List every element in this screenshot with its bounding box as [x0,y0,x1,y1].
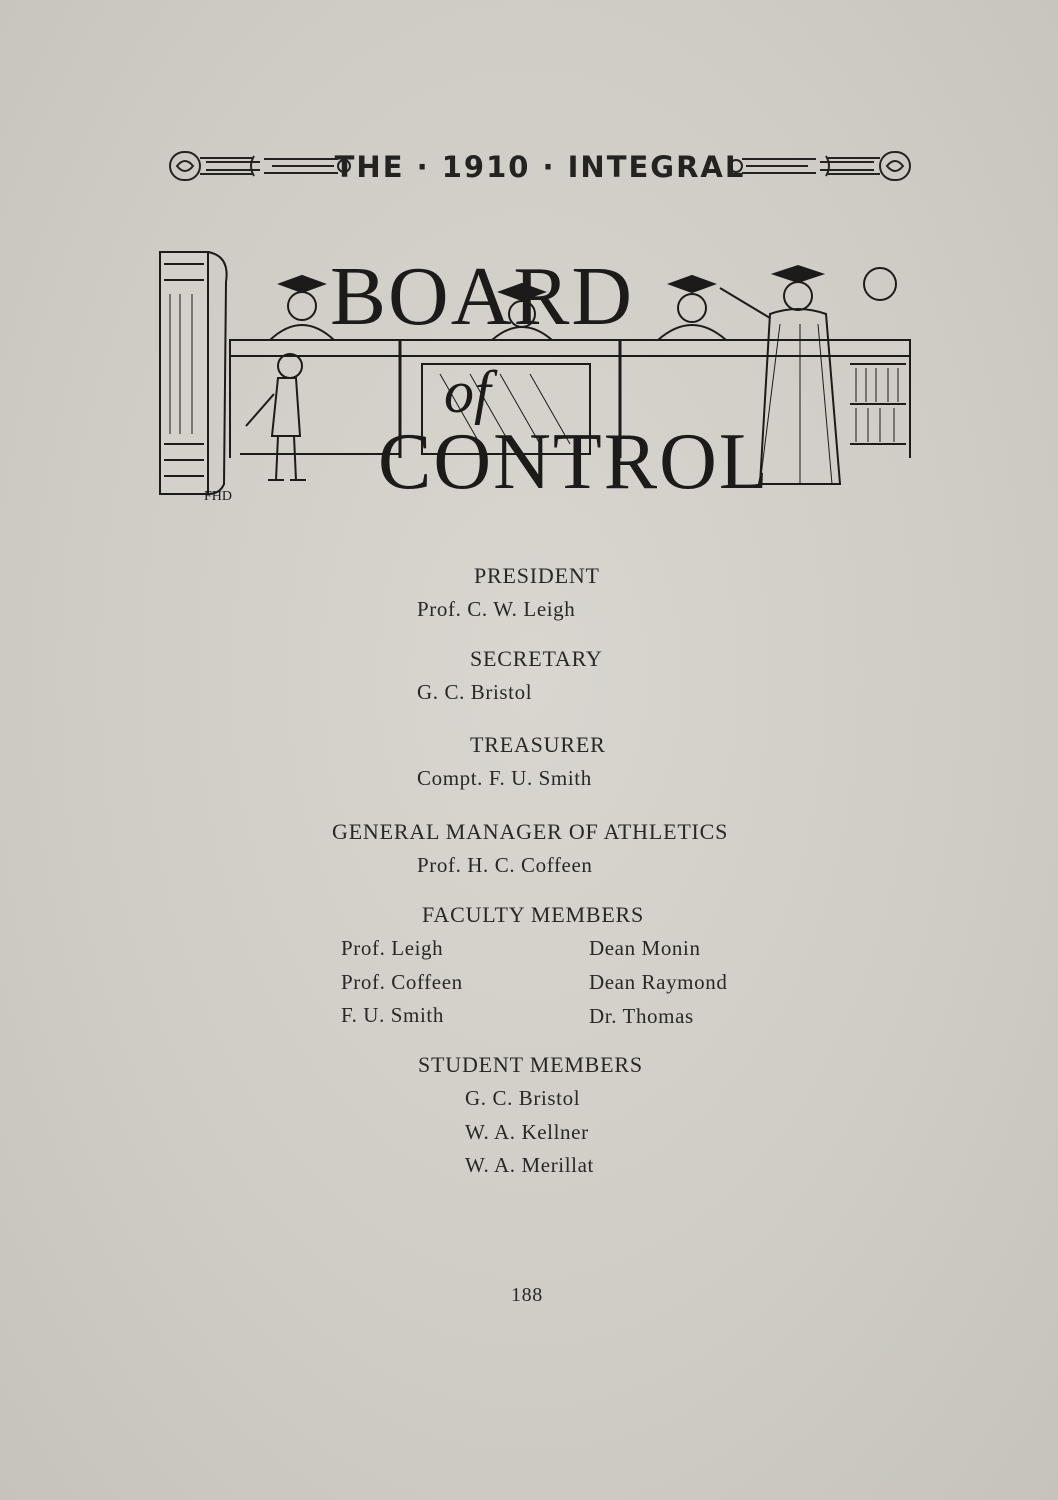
book-spine-icon [160,252,227,494]
faculty-member: F. U. Smith [341,1003,444,1027]
title-word-control: CONTROL [378,418,770,506]
faculty-member: Prof. Coffeen [341,970,463,994]
running-header [168,146,912,188]
boy-figure-icon [246,354,306,480]
header-title: THE · 1910 · INTEGRAL [334,150,746,184]
athletics-heading: GENERAL MANAGER OF ATHLETICS [332,819,729,844]
faculty-member: Prof. Leigh [341,936,444,960]
treasurer-heading: TREASURER [470,732,606,757]
secretary-name: G. C. Bristol [417,680,533,704]
title-word-of: of [444,359,491,425]
president-name: Prof. C. W. Leigh [417,597,576,621]
president-heading: PRESIDENT [474,563,600,588]
artist-monogram: FHD [204,489,233,504]
faculty-heading: FACULTY MEMBERS [422,902,645,927]
treasurer-name: Compt. F. U. Smith [417,766,592,790]
student-member: W. A. Merillat [465,1153,594,1177]
athletics-name: Prof. H. C. Coffeen [417,853,593,877]
faculty-member: Dean Raymond [589,970,728,994]
student-member: G. C. Bristol [465,1086,581,1110]
board-of-control-illustration [150,244,914,506]
title-word-board: BOARD [330,250,635,343]
right-ornament-icon [726,148,912,184]
faculty-member: Dean Monin [589,936,701,960]
student-member: W. A. Kellner [465,1120,589,1144]
page-number: 188 [511,1284,543,1306]
students-heading: STUDENT MEMBERS [418,1052,643,1077]
secretary-heading: SECRETARY [470,646,603,671]
faculty-member: Dr. Thomas [589,1004,694,1028]
